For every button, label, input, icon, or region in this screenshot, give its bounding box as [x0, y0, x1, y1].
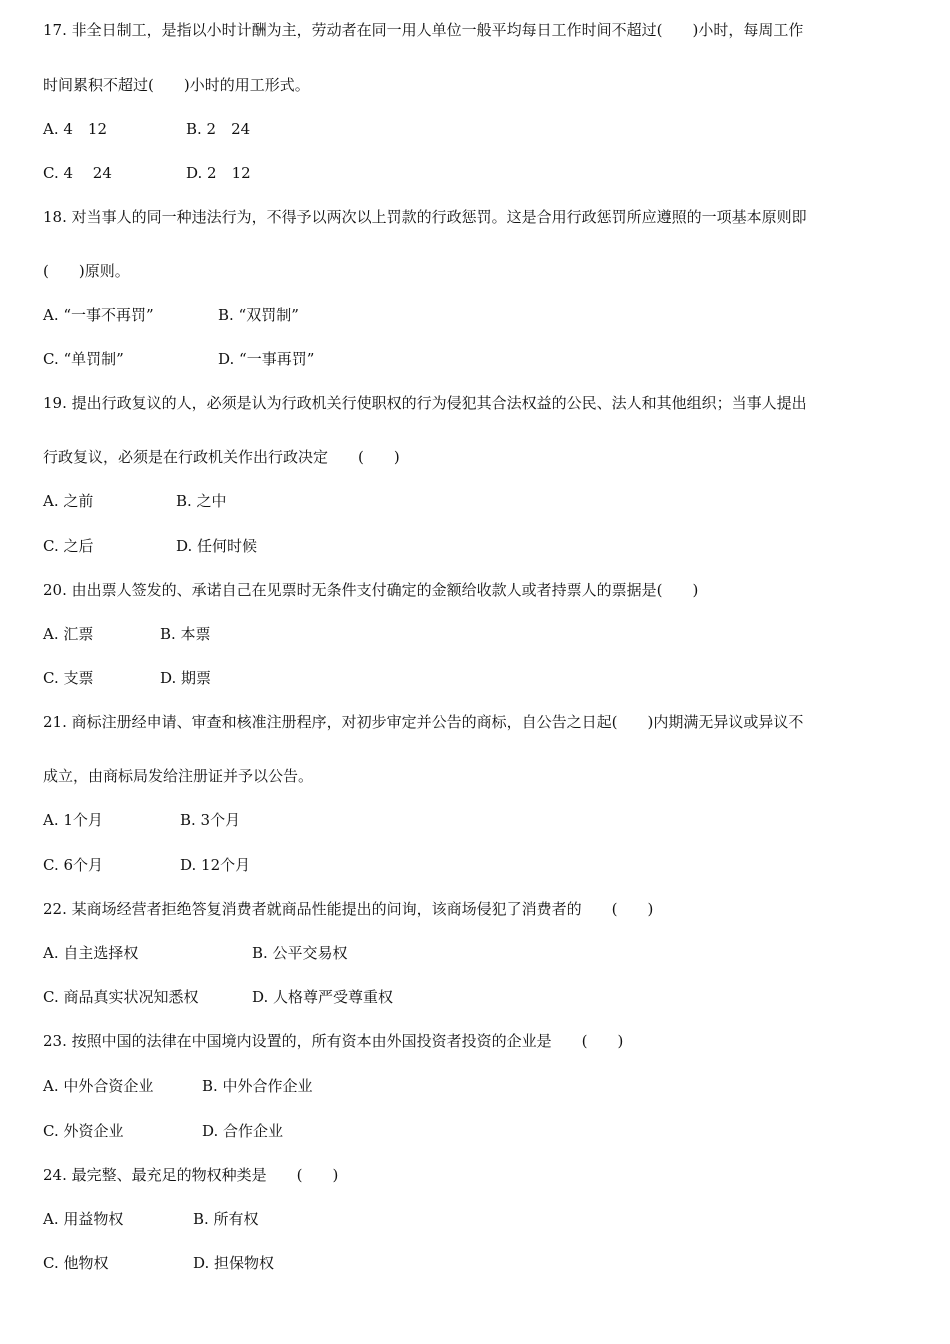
option-23-d: D. 合作企业: [202, 1122, 284, 1140]
option-20-b: B. 本票: [160, 625, 211, 643]
option-21-b: B. 3个月: [180, 811, 241, 829]
option-21-c: C. 6个月: [43, 856, 104, 874]
question-17-text-line-2: 时间累积不超过( )小时的用工形式。: [43, 76, 310, 94]
option-20-c: C. 支票: [43, 669, 94, 687]
option-24-a: A. 用益物权: [43, 1210, 124, 1228]
option-18-c: C. “单罚制”: [43, 350, 124, 368]
question-21-text-line-1: 21. 商标注册经申请、审查和核准注册程序，对初步审定并公告的商标，自公告之日起( )内期满无异议或异议不: [43, 713, 804, 731]
question-18-text-line-1: 18. 对当事人的同一种违法行为，不得予以两次以上罚款的行政惩罚。这是合用行政惩罚所应遵照的一项基本原则即: [43, 208, 807, 226]
option-24-b: B. 所有权: [193, 1210, 259, 1228]
option-23-c: C. 外资企业: [43, 1122, 124, 1140]
option-18-b: B. “双罚制”: [218, 306, 299, 324]
question-17-text-line-1: 17. 非全日制工，是指以小时计酬为主，劳动者在同一用人单位一般平均每日工作时间不超过( )小时，每周工作: [43, 21, 804, 39]
option-20-a: A. 汇票: [43, 625, 94, 643]
question-18-text-line-2: ( )原则。: [43, 262, 130, 280]
option-17-c: C. 4 24: [43, 164, 112, 182]
question-24-text-line-1: 24. 最完整、最充足的物权种类是 ( ): [43, 1166, 339, 1184]
option-19-c: C. 之后: [43, 537, 94, 555]
option-23-b: B. 中外合作企业: [202, 1077, 313, 1095]
option-19-d: D. 任何时候: [176, 537, 258, 555]
question-21-text-line-2: 成立，由商标局发给注册证并予以公告。: [43, 767, 314, 785]
option-20-d: D. 期票: [160, 669, 212, 687]
question-23-text-line-1: 23. 按照中国的法律在中国境内设置的，所有资本由外国投资者投资的企业是 ( ): [43, 1032, 624, 1050]
option-17-b: B. 2 24: [186, 120, 251, 138]
option-21-d: D. 12个月: [180, 856, 251, 874]
option-22-a: A. 自主选择权: [43, 944, 139, 962]
option-19-a: A. 之前: [43, 492, 94, 510]
question-19-text-line-1: 19. 提出行政复议的人，必须是认为行政机关行使职权的行为侵犯其合法权益的公民、法人和其他组织；当事人提出: [43, 394, 807, 412]
option-22-b: B. 公平交易权: [252, 944, 348, 962]
question-22-text-line-1: 22. 某商场经营者拒绝答复消费者就商品性能提出的问询，该商场侵犯了消费者的 ( ): [43, 900, 654, 918]
option-18-a: A. “一事不再罚”: [43, 306, 154, 324]
option-18-d: D. “一事再罚”: [218, 350, 315, 368]
option-22-c: C. 商品真实状况知悉权: [43, 988, 199, 1006]
option-24-d: D. 担保物权: [193, 1254, 275, 1272]
option-22-d: D. 人格尊严受尊重权: [252, 988, 394, 1006]
option-17-d: D. 2 12: [186, 164, 251, 182]
option-21-a: A. 1个月: [43, 811, 103, 829]
option-19-b: B. 之中: [176, 492, 227, 510]
option-17-a: A. 4 12: [43, 120, 107, 138]
option-23-a: A. 中外合资企业: [43, 1077, 154, 1095]
question-20-text-line-1: 20. 由出票人签发的、承诺自己在见票时无条件支付确定的金额给收款人或者持票人的票据是( ): [43, 581, 699, 599]
option-24-c: C. 他物权: [43, 1254, 109, 1272]
question-19-text-line-2: 行政复议，必须是在行政机关作出行政决定 ( ): [43, 448, 400, 466]
